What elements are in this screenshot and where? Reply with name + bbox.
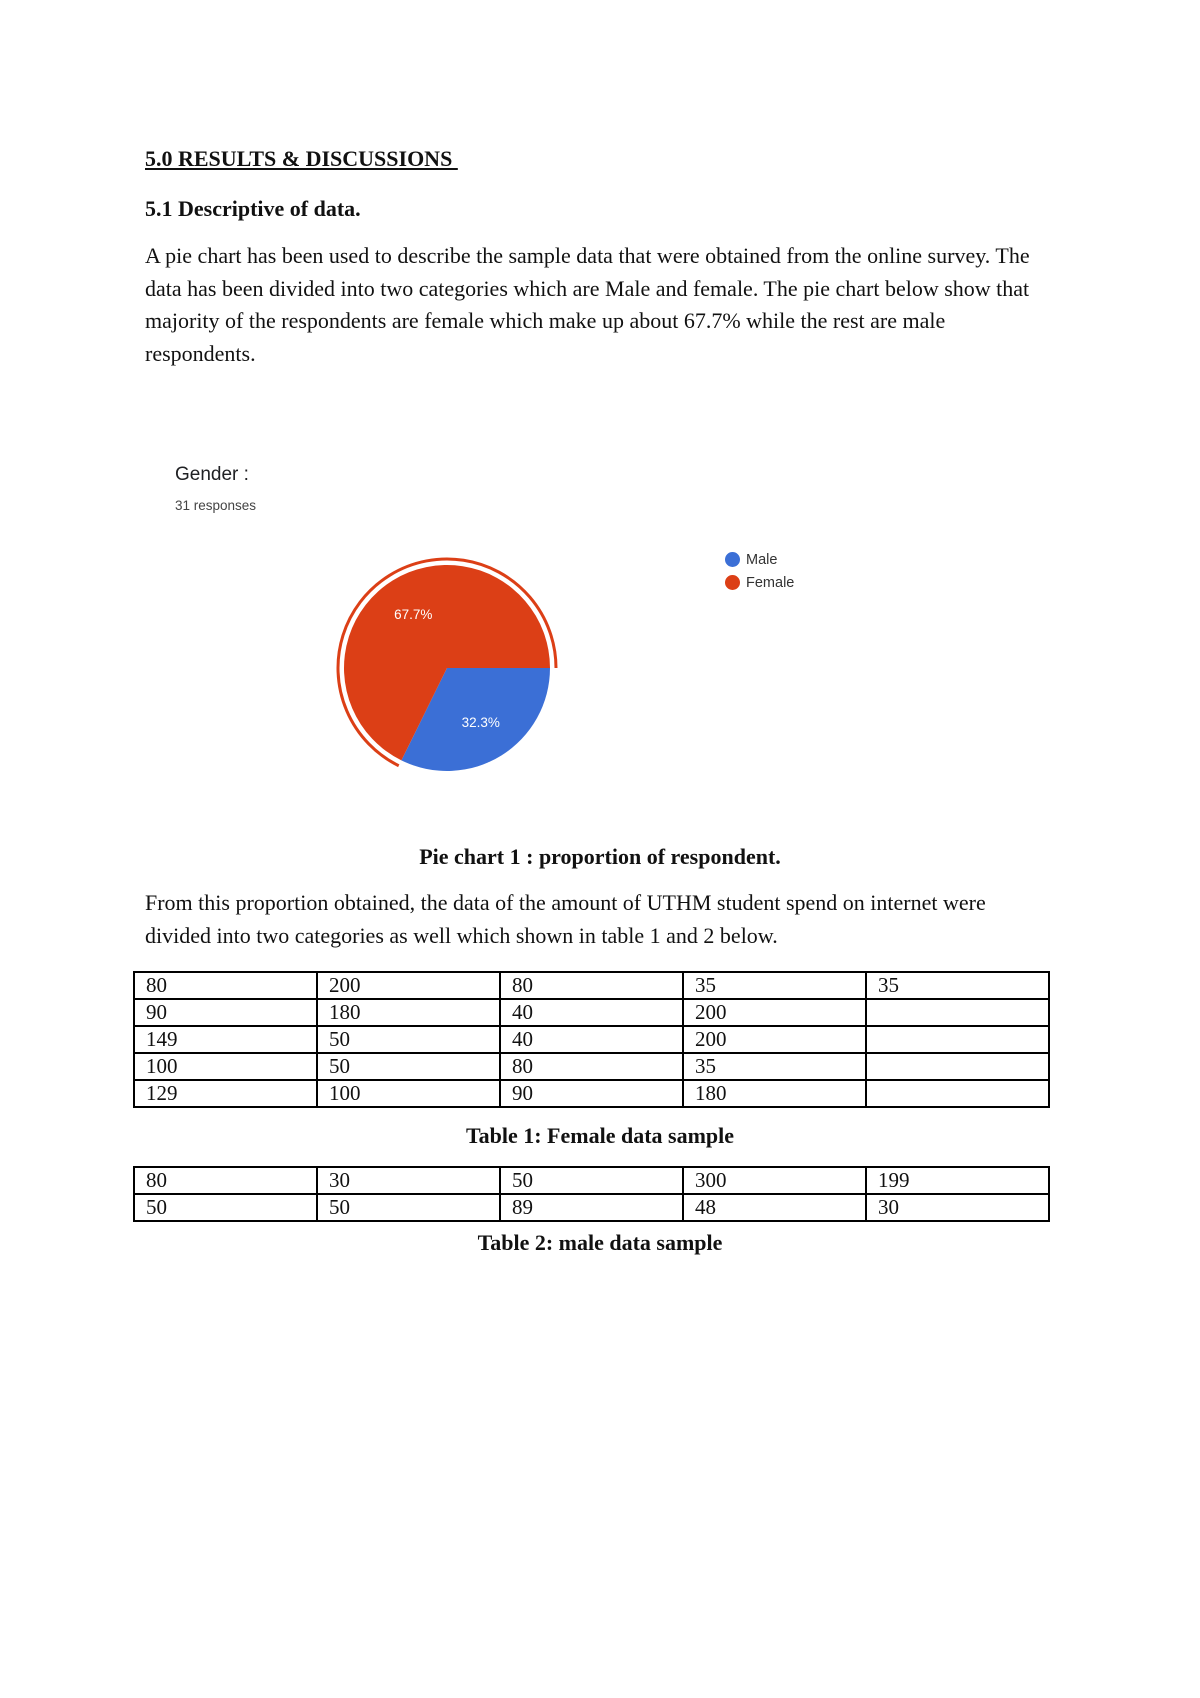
chart-title: Gender : bbox=[175, 464, 249, 485]
gender-pie-chart bbox=[160, 460, 860, 790]
table-cell: 35 bbox=[683, 1053, 866, 1080]
pie-caption: Pie chart 1 : proportion of respondent. bbox=[419, 844, 781, 869]
table-cell: 100 bbox=[134, 1053, 317, 1080]
table-cell bbox=[866, 1026, 1049, 1053]
table-cell: 50 bbox=[500, 1167, 683, 1194]
section-heading: 5.0 RESULTS & DISCUSSIONS bbox=[145, 146, 458, 171]
table-row bbox=[134, 1167, 1049, 1194]
pie-slice-label: 67.7% bbox=[394, 606, 433, 622]
table-row bbox=[134, 1194, 1049, 1221]
table-cell: 180 bbox=[683, 1080, 866, 1107]
table-cell: 30 bbox=[866, 1194, 1049, 1221]
table-cell: 200 bbox=[317, 972, 500, 999]
legend-item bbox=[725, 548, 794, 571]
table-cell: 48 bbox=[683, 1194, 866, 1221]
pie-chart-canvas bbox=[160, 460, 860, 790]
table-cell: 89 bbox=[500, 1194, 683, 1221]
table-cell: 180 bbox=[317, 999, 500, 1026]
table-cell: 50 bbox=[317, 1194, 500, 1221]
tables-intro-paragraph: From this proportion obtained, the data of the amount of UTHM student spend on internet were divided into two categories as well which shown in table 1 and 2 below. bbox=[145, 890, 986, 948]
table-row bbox=[134, 972, 1049, 999]
table1-caption: Table 1: Female data sample bbox=[465, 1123, 735, 1148]
table-cell: 80 bbox=[500, 972, 683, 999]
table-cell: 80 bbox=[500, 1053, 683, 1080]
table-cell: 80 bbox=[134, 1167, 317, 1194]
table-row bbox=[134, 1080, 1049, 1107]
table-row bbox=[134, 999, 1049, 1026]
table-cell: 35 bbox=[683, 972, 866, 999]
table-cell: 80 bbox=[134, 972, 317, 999]
table-cell: 40 bbox=[500, 999, 683, 1026]
subsection-heading: 5.1 Descriptive of data. bbox=[145, 196, 361, 221]
table-cell bbox=[866, 1053, 1049, 1080]
table-cell bbox=[866, 1080, 1049, 1107]
legend-label: Male bbox=[746, 551, 778, 568]
table-cell: 100 bbox=[317, 1080, 500, 1107]
table-cell: 300 bbox=[683, 1167, 866, 1194]
table-cell: 30 bbox=[317, 1167, 500, 1194]
legend-swatch bbox=[725, 575, 740, 590]
table-cell: 199 bbox=[866, 1167, 1049, 1194]
table-cell bbox=[866, 999, 1049, 1026]
female-data-table bbox=[133, 971, 1050, 1108]
chart-legend bbox=[725, 548, 794, 594]
table-row bbox=[134, 1053, 1049, 1080]
table-cell: 129 bbox=[134, 1080, 317, 1107]
table-cell: 50 bbox=[134, 1194, 317, 1221]
chart-subtitle: 31 responses bbox=[175, 498, 257, 513]
legend-swatch bbox=[725, 552, 740, 567]
table-cell: 90 bbox=[134, 999, 317, 1026]
table-cell: 200 bbox=[683, 1026, 866, 1053]
legend-item bbox=[725, 571, 794, 594]
table-cell: 40 bbox=[500, 1026, 683, 1053]
pie-slice-label: 32.3% bbox=[461, 715, 500, 731]
table-row bbox=[134, 1026, 1049, 1053]
male-data-table bbox=[133, 1166, 1050, 1222]
table-cell: 200 bbox=[683, 999, 866, 1026]
legend-label: Female bbox=[746, 574, 795, 591]
table-cell: 149 bbox=[134, 1026, 317, 1053]
table-cell: 50 bbox=[317, 1026, 500, 1053]
table-cell: 90 bbox=[500, 1080, 683, 1107]
table2-caption: Table 2: male data sample bbox=[477, 1230, 723, 1255]
intro-paragraph: A pie chart has been used to describe the sample data that were obtained from the online survey. The data has been divided into two categories which are Male and female. The pie chart below show that majority of the respondents are female which make up about 67.7% while the rest are male respondents. bbox=[145, 243, 1030, 366]
table-cell: 50 bbox=[317, 1053, 500, 1080]
table-cell: 35 bbox=[866, 972, 1049, 999]
